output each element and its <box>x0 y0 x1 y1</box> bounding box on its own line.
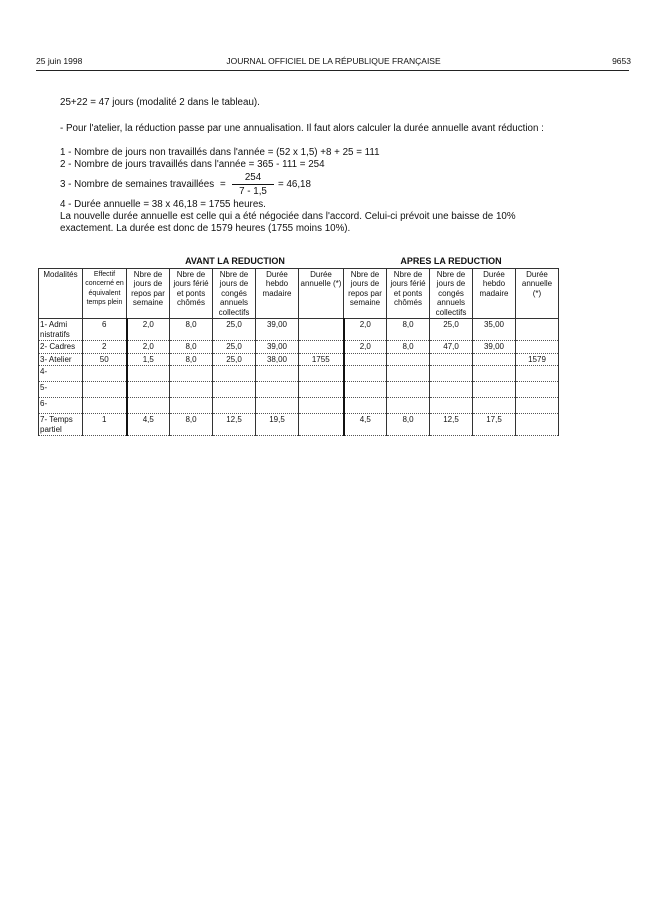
table-cell: 3- Atelier <box>39 353 83 366</box>
table-cell: 12,5 <box>430 414 473 436</box>
table-cell: 47,0 <box>430 341 473 354</box>
table-cell: 25,0 <box>430 319 473 341</box>
table-cell <box>299 319 344 341</box>
table-cell: 8,0 <box>387 341 430 354</box>
table-cell <box>387 353 430 366</box>
table-cell: 5- <box>39 382 83 398</box>
weeks-label: 3 - Nombre de semaines travaillées <box>60 179 215 190</box>
col-header: Nbre de jours de congés annuels collectifs <box>213 268 256 319</box>
line-jours-non-travailles: 1 - Nombre de jours non travaillés dans l'année = (52 x 1,5) +8 + 25 = 111 <box>60 147 380 158</box>
group-apres: APRES LA REDUCTION <box>344 256 559 268</box>
line-semaines-travaillees <box>60 171 560 197</box>
table-cell: 19,5 <box>256 414 299 436</box>
table-cell <box>473 353 516 366</box>
table-row <box>39 341 559 354</box>
header-page-number: 9653 <box>612 56 631 66</box>
table-row <box>39 366 559 382</box>
group-avant: AVANT LA REDUCTION <box>127 256 344 268</box>
table-cell: 1755 <box>299 353 344 366</box>
header-date: 25 juin 1998 <box>36 56 83 66</box>
table-cell: 6- <box>39 398 83 414</box>
table-cell: 12,5 <box>213 414 256 436</box>
col-header: Nbre de jours férié et ponts chômés <box>387 268 430 319</box>
table-cell: 1 <box>83 414 127 436</box>
table-cell <box>299 414 344 436</box>
table-cell <box>299 341 344 354</box>
table-cell: 2,0 <box>344 319 387 341</box>
col-header: Durée hebdo madaire <box>256 268 299 319</box>
table-cell <box>516 341 559 354</box>
table-cell: 8,0 <box>170 341 213 354</box>
reduction-table <box>38 256 559 436</box>
table-cell: 1579 <box>516 353 559 366</box>
table-group-row <box>39 256 559 268</box>
col-header: Effectif concerné en équivalent temps plein <box>83 268 127 319</box>
table-cell: 38,00 <box>256 353 299 366</box>
fraction-denominator: 7 - 1,5 <box>239 186 267 197</box>
table-cell: 7- Temps partiel <box>39 414 83 436</box>
table-cell: 6 <box>83 319 127 341</box>
table-cell: 4- <box>39 366 83 382</box>
table-cell: 2- Cadres <box>39 341 83 354</box>
fraction-result: = 46,18 <box>278 179 311 190</box>
table-cell: 4,5 <box>127 414 170 436</box>
fraction-bar <box>232 184 274 185</box>
table-cell: 39,00 <box>256 341 299 354</box>
col-header: Nbre de jours férié et ponts chômés <box>170 268 213 319</box>
table-cell: 2,0 <box>127 319 170 341</box>
table-cell: 50 <box>83 353 127 366</box>
col-header: Nbre de jours de repos par semaine <box>344 268 387 319</box>
table-cell: 2,0 <box>127 341 170 354</box>
paragraph-modalite: 25+22 = 47 jours (modalité 2 dans le tableau). <box>60 97 260 108</box>
table-cell: 1,5 <box>127 353 170 366</box>
table-cell: 8,0 <box>387 319 430 341</box>
table-cell <box>430 353 473 366</box>
paragraph-nouvelle-duree: La nouvelle durée annuelle est celle qui a été négociée dans l'accord. Celui-ci prévoit une baisse de 10% exactement. La durée est donc de 1579 heures (1755 moins 10%). <box>60 211 516 235</box>
table-cell: 39,00 <box>473 341 516 354</box>
table-cell: 25,0 <box>213 319 256 341</box>
table-row <box>39 398 559 414</box>
table-cell: 2,0 <box>344 341 387 354</box>
table-cell: 39,00 <box>256 319 299 341</box>
table-cell: 1- Admi nistratifs <box>39 319 83 341</box>
paragraph-atelier: - Pour l'atelier, la réduction passe par une annualisation. Il faut alors calculer la durée annuelle avant réduction : <box>60 123 544 134</box>
table-header-row <box>39 268 559 319</box>
table-cell <box>516 319 559 341</box>
table-cell: 2 <box>83 341 127 354</box>
table-row <box>39 382 559 398</box>
fraction-numerator: 254 <box>244 172 262 183</box>
col-header: Durée hebdo madaire <box>473 268 516 319</box>
table-cell: 17,5 <box>473 414 516 436</box>
page-header <box>36 56 631 70</box>
table-cell: 25,0 <box>213 341 256 354</box>
col-header: Durée annuelle (*) <box>516 268 559 319</box>
table-row <box>39 319 559 341</box>
header-rule <box>36 70 629 71</box>
table-row <box>39 353 559 366</box>
col-header: Nbre de jours de repos par semaine <box>127 268 170 319</box>
fraction-equals: = <box>220 179 226 190</box>
table-cell: 8,0 <box>170 319 213 341</box>
table-cell: 4,5 <box>344 414 387 436</box>
table-cell: 8,0 <box>387 414 430 436</box>
table-cell: 35,00 <box>473 319 516 341</box>
line-duree-annuelle: 4 - Durée annuelle = 38 x 46,18 = 1755 heures. <box>60 199 266 210</box>
table-cell <box>344 353 387 366</box>
header-journal-title: JOURNAL OFFICIEL DE LA RÉPUBLIQUE FRANÇAISE <box>226 56 441 66</box>
table-cell: 8,0 <box>170 414 213 436</box>
col-header: Modalités <box>39 268 83 319</box>
line-jours-travailles: 2 - Nombre de jours travaillés dans l'année = 365 - 111 = 254 <box>60 159 325 170</box>
table-cell <box>516 414 559 436</box>
table-cell: 25,0 <box>213 353 256 366</box>
table-cell: 8,0 <box>170 353 213 366</box>
col-header: Durée annuelle (*) <box>299 268 344 319</box>
table-row <box>39 414 559 436</box>
col-header: Nbre de jours de congés annuels collectifs <box>430 268 473 319</box>
